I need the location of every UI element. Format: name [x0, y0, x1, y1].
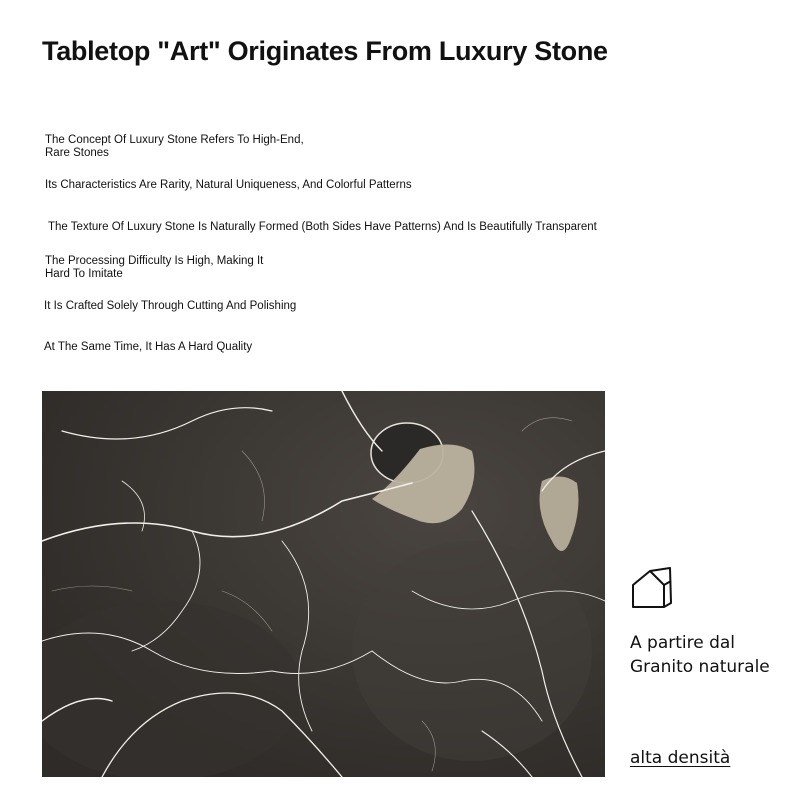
feature-text-concept	[45, 134, 304, 160]
feature-line: Its Characteristics Are Rarity, Natural Uniqueness, And Colorful Patterns	[45, 179, 412, 191]
material-caption	[630, 631, 770, 679]
feature-text-crafting	[44, 300, 296, 313]
feature-line: Hard To Imitate	[45, 268, 123, 280]
feature-text-hardness	[44, 341, 252, 354]
house-icon	[630, 565, 674, 611]
feature-line: At The Same Time, It Has A Hard Quality	[44, 341, 253, 353]
material-caption-line2: Granito naturale	[630, 657, 770, 677]
marble-slab-image	[42, 391, 605, 777]
feature-line: Rare Stones	[45, 147, 109, 159]
feature-line: The Texture Of Luxury Stone Is Naturally Formed (Both Sides Have Patterns) And Is Beautifully Transparent	[48, 221, 597, 233]
feature-text-texture	[48, 221, 597, 234]
material-caption-line1: A partire dal	[630, 633, 736, 653]
feature-text-processing	[45, 255, 263, 281]
page-title: Tabletop "Art" Originates From Luxury Stone	[42, 36, 608, 66]
feature-line: The Processing Difficulty Is High, Making It	[45, 255, 264, 267]
density-link[interactable]: alta densità	[630, 748, 731, 768]
feature-text-characteristics	[45, 179, 412, 192]
feature-line: The Concept Of Luxury Stone Refers To High-End,	[45, 134, 304, 146]
feature-line: It Is Crafted Solely Through Cutting And Polishing	[44, 300, 297, 312]
